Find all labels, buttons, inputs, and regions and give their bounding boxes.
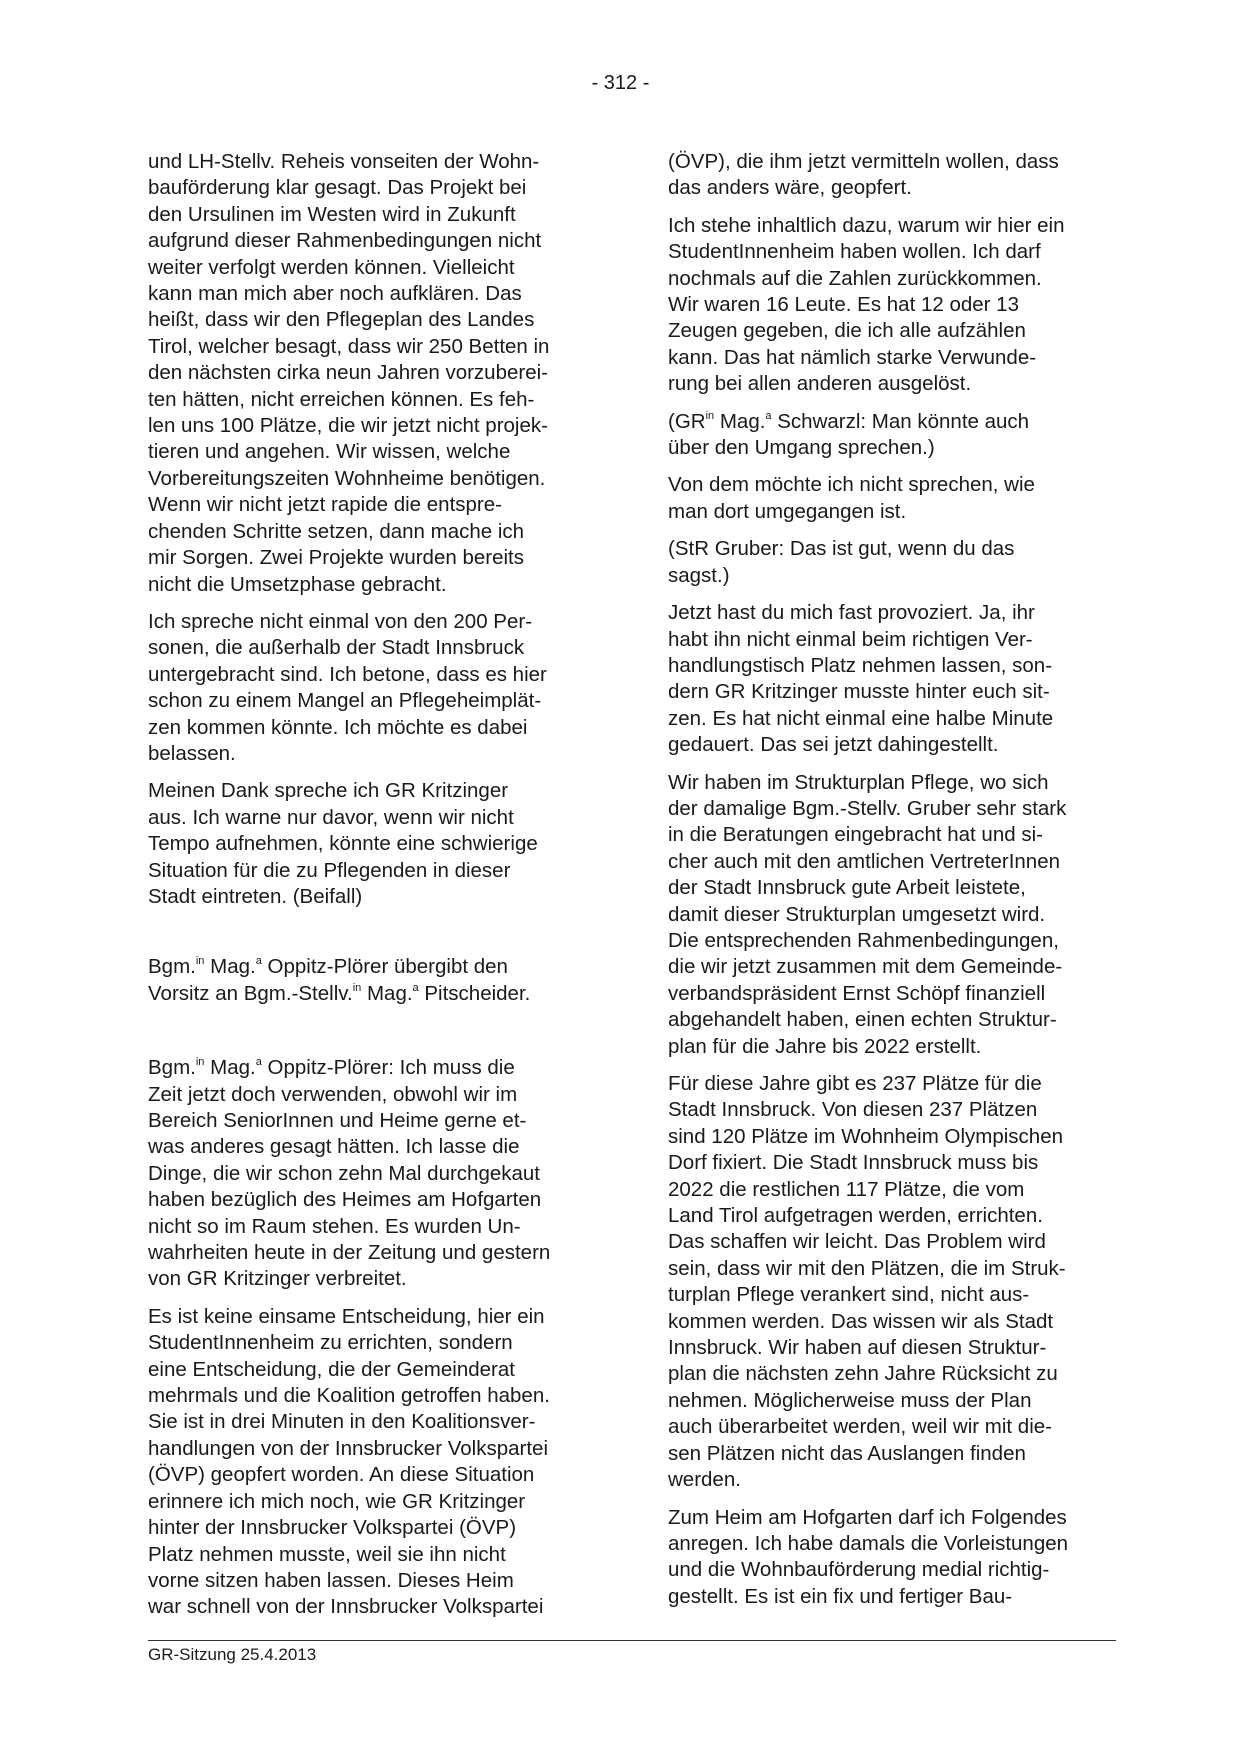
text-line: untergebracht sind. Ich betone, dass es hier [148,662,547,686]
text-line: sonen, die außerhalb der Stadt Innsbruck [148,636,525,660]
text-line: den Ursulinen im Westen wird in Zukunft [148,202,516,226]
text-line: 2022 die restlichen 117 Plätze, die vom [668,1177,1025,1201]
text-line: aufgrund dieser Rahmenbedingungen nicht [148,229,542,253]
text-line: war schnell von der Innsbrucker Volkspartei [148,1595,544,1619]
text-line: (ÖVP) geopfert worden. An diese Situation [148,1463,535,1487]
text-line: ten hätten, nicht erreichen können. Es feh- [148,387,535,411]
text-line: Vorsitz an Bgm.-Stellv.$^{in}$ Mag.$^a$ Pitscheider. [148,981,531,1005]
text-line: die wir jetzt zusammen mit dem Gemeinde- [668,955,1063,979]
text-line: und die Wohnbauförderung medial richtig- [668,1558,1050,1582]
text-line: Platz nehmen musste, weil sie ihn nicht [148,1542,506,1566]
text-line: belassen. [148,741,236,765]
paragraph [668,770,1118,1060]
text-line: nehmen. Möglicherweise muss der Plan [668,1388,1032,1412]
text-line: chenden Schritte setzen, dann mache ich [148,519,525,543]
paragraph [148,778,598,910]
text-line: Zeit jetzt doch verwenden, obwohl wir im [148,1082,518,1106]
text-line: habt ihn nicht einmal beim richtigen Ver- [668,627,1033,651]
paragraph [148,1304,598,1621]
text-line: man dort umgegangen ist. [668,499,907,523]
text-line: Ich spreche nicht einmal von den 200 Per- [148,609,533,633]
text-line: verbandspräsident Ernst Schöpf finanziell [668,981,1046,1005]
text-line: Bgm.$^{in}$ Mag.$^a$ Oppitz-Plörer übergibt den [148,955,508,979]
text-line: Meinen Dank spreche ich GR Kritzinger [148,779,509,803]
interjection [668,536,1118,589]
text-line: vorne sitzen haben lassen. Dieses Heim [148,1568,514,1592]
text-line: turplan Pflege verankert sind, nicht aus- [668,1283,1030,1307]
footer-session-label: GR-Sitzung 25.4.2013 [148,1645,317,1664]
text-line: was anderes gesagt hätten. Ich lasse die [148,1135,520,1159]
text-line: auch überarbeitet werden, weil wir mit die- [668,1415,1052,1439]
text-line: abgehandelt haben, einen echten Struktur- [668,1008,1057,1032]
text-line: StudentInnenheim haben wollen. Ich darf [668,240,1041,264]
speech-paragraph [148,1055,598,1293]
text-line: dern GR Kritzinger musste hinter euch sit- [668,680,1050,704]
text-line: wahrheiten heute in der Zeitung und gestern [148,1241,551,1265]
text-line: plan für die Jahre bis 2022 erstellt. [668,1034,982,1058]
text-line: das anders wäre, geopfert. [668,176,912,200]
text-line: sagst.) [668,563,730,587]
text-line: Land Tirol aufgetragen werden, errichten. [668,1204,1043,1228]
text-line: nochmals auf die Zahlen zurückkommen. [668,266,1042,290]
text-line: heißt, dass wir den Pflegeplan des Landes [148,308,535,332]
text-line: den nächsten cirka neun Jahren vorzuberei- [148,361,548,385]
interjection [668,409,1118,462]
footer-divider [148,1640,1116,1641]
text-line: Tempo aufnehmen, könnte eine schwierige [148,832,538,856]
right-column [668,149,1118,1621]
paragraph [668,1505,1118,1611]
text-line: bauförderung klar gesagt. Das Projekt bei [148,176,527,200]
text-line: der Stadt Innsbruck gute Arbeit leistete, [668,876,1026,900]
text-line: eine Entscheidung, die der Gemeinderat [148,1357,515,1381]
text-line: Wir waren 16 Leute. Es hat 12 oder 13 [668,293,1019,317]
text-line: haben bezüglich des Heimes am Hofgarten [148,1188,542,1212]
text-line: nicht so im Raum stehen. Es wurden Un- [148,1214,521,1238]
text-line: von GR Kritzinger verbreitet. [148,1267,407,1291]
text-line: mir Sorgen. Zwei Projekte wurden bereits [148,546,524,570]
left-column [148,149,598,1632]
text-line: nicht die Umsetzphase gebracht. [148,572,447,596]
text-line: Ich stehe inhaltlich dazu, warum wir hier ein [668,213,1065,237]
paragraph [668,149,1118,202]
text-line: der damalige Bgm.-Stellv. Gruber sehr stark [668,796,1067,820]
text-line: Bereich SeniorInnen und Heime gerne et- [148,1109,527,1132]
text-line: ($GR^{in}$ Mag.$^a$ Schwarzl: Man könnte auch [668,409,1030,433]
text-line: sein, dass wir mit den Plätzen, die im Struk- [668,1256,1066,1280]
text-line: cher auch mit den amtlichen VertreterInnen [668,849,1060,873]
text-line: werden. [668,1468,741,1492]
text-line: Wir haben im Strukturplan Pflege, wo sich [668,770,1049,794]
text-line: tieren und angehen. Wir wissen, welche [148,440,511,464]
paragraph [148,609,598,767]
text-line: mehrmals und die Koalition getroffen haben. [148,1384,550,1408]
text-line: Von dem möchte ich nicht sprechen, wie [668,473,1035,497]
text-line: StudentInnenheim zu errichten, sondern [148,1331,513,1355]
text-line: Das schaffen wir leicht. Das Problem wird [668,1230,1046,1254]
paragraph [668,1071,1118,1494]
text-line: gedauert. Das sei jetzt dahingestellt. [668,733,999,757]
text-line: anregen. Ich habe damals die Vorleistungen [668,1531,1069,1555]
text-line: Dorf fixiert. Die Stadt Innsbruck muss bis [668,1151,1039,1175]
text-line: Zeugen gegeben, die ich alle aufzählen [668,319,1026,343]
text-line: über den Umgang sprechen.) [668,436,935,460]
text-line: sen Plätzen nicht das Auslangen finden [668,1441,1026,1465]
text-line: plan die nächsten zehn Jahre Rücksicht zu [668,1362,1058,1386]
text-line: handlungstisch Platz nehmen lassen, son- [668,653,1053,677]
text-line: Stadt eintreten. (Beifall) [148,884,363,908]
paragraph [148,149,598,598]
text-line: Es ist keine einsame Entscheidung, hier ein [148,1304,545,1328]
text-line: kann man mich aber noch aufklären. Das [148,282,522,306]
chair-handover-notice [148,954,598,1007]
paragraph [668,213,1118,398]
text-line: weiter verfolgt werden können. Vielleicht [148,255,515,279]
text-line: gestellt. Es ist ein fix und fertiger Bau- [668,1584,1013,1608]
text-line: len uns 100 Plätze, die wir jetzt nicht projek- [148,414,548,438]
text-line: Sie ist in drei Minuten in den Koalitionsver- [148,1410,536,1434]
text-line: zen kommen könnte. Ich möchte es dabei [148,715,528,739]
text-line: Dinge, die wir schon zehn Mal durchgekaut [148,1161,540,1185]
text-line: Die entsprechenden Rahmenbedingungen, [668,928,1059,952]
text-line: hinter der Innsbrucker Volkspartei (ÖVP) [148,1516,517,1540]
text-line: Für diese Jahre gibt es 237 Plätze für die [668,1072,1042,1095]
text-line: schon zu einem Mangel an Pflegeheimplät- [148,689,542,713]
text-line: Vorbereitungszeiten Wohnheime benötigen. [148,466,546,490]
text-line: Innsbruck. Wir haben auf diesen Struktur- [668,1336,1047,1360]
text-line: handlungen von der Innsbrucker Volkspartei [148,1436,549,1460]
text-line: (StR Gruber: Das ist gut, wenn du das [668,537,1015,561]
text-line: erinnere ich mich noch, wie GR Kritzinger [148,1489,526,1513]
text-line: kann. Das hat nämlich starke Verwunde- [668,345,1037,369]
text-line: rung bei allen anderen ausgelöst. [668,372,972,396]
text-line: sind 120 Plätze im Wohnheim Olympischen [668,1124,1063,1148]
text-line: in die Beratungen eingebracht hat und si- [668,823,1043,847]
page-number: - 312 - [591,72,650,94]
text-line: Zum Heim am Hofgarten darf ich Folgendes [668,1505,1067,1529]
text-line: (ÖVP), die ihm jetzt vermitteln wollen, dass [668,150,1059,173]
text-line: kommen werden. Das wissen wir als Stadt [668,1309,1054,1333]
text-line: aus. Ich warne nur davor, wenn wir nicht [148,805,514,829]
text-line: Jetzt hast du mich fast provoziert. Ja, ihr [668,601,1035,625]
text-line: Tirol, welcher besagt, dass wir 250 Betten in [148,334,550,358]
text-line: und LH-Stellv. Reheis vonseiten der Wohn- [148,150,540,173]
text-line: Situation für die zu Pflegenden in dieser [148,858,511,882]
text-line: Wenn wir nicht jetzt rapide die entspre- [148,493,502,517]
text-line: damit dieser Strukturplan umgesetzt wird. [668,902,1046,926]
speaker-line: Bgm.$^{in}$ Mag.$^a$ Oppitz-Plörer: Ich muss die [148,1056,515,1080]
paragraph [668,600,1118,758]
text-line: Stadt Innsbruck. Von diesen 237 Plätzen [668,1098,1038,1122]
paragraph [668,472,1118,525]
text-line: zen. Es hat nicht einmal eine halbe Minute [668,706,1054,730]
